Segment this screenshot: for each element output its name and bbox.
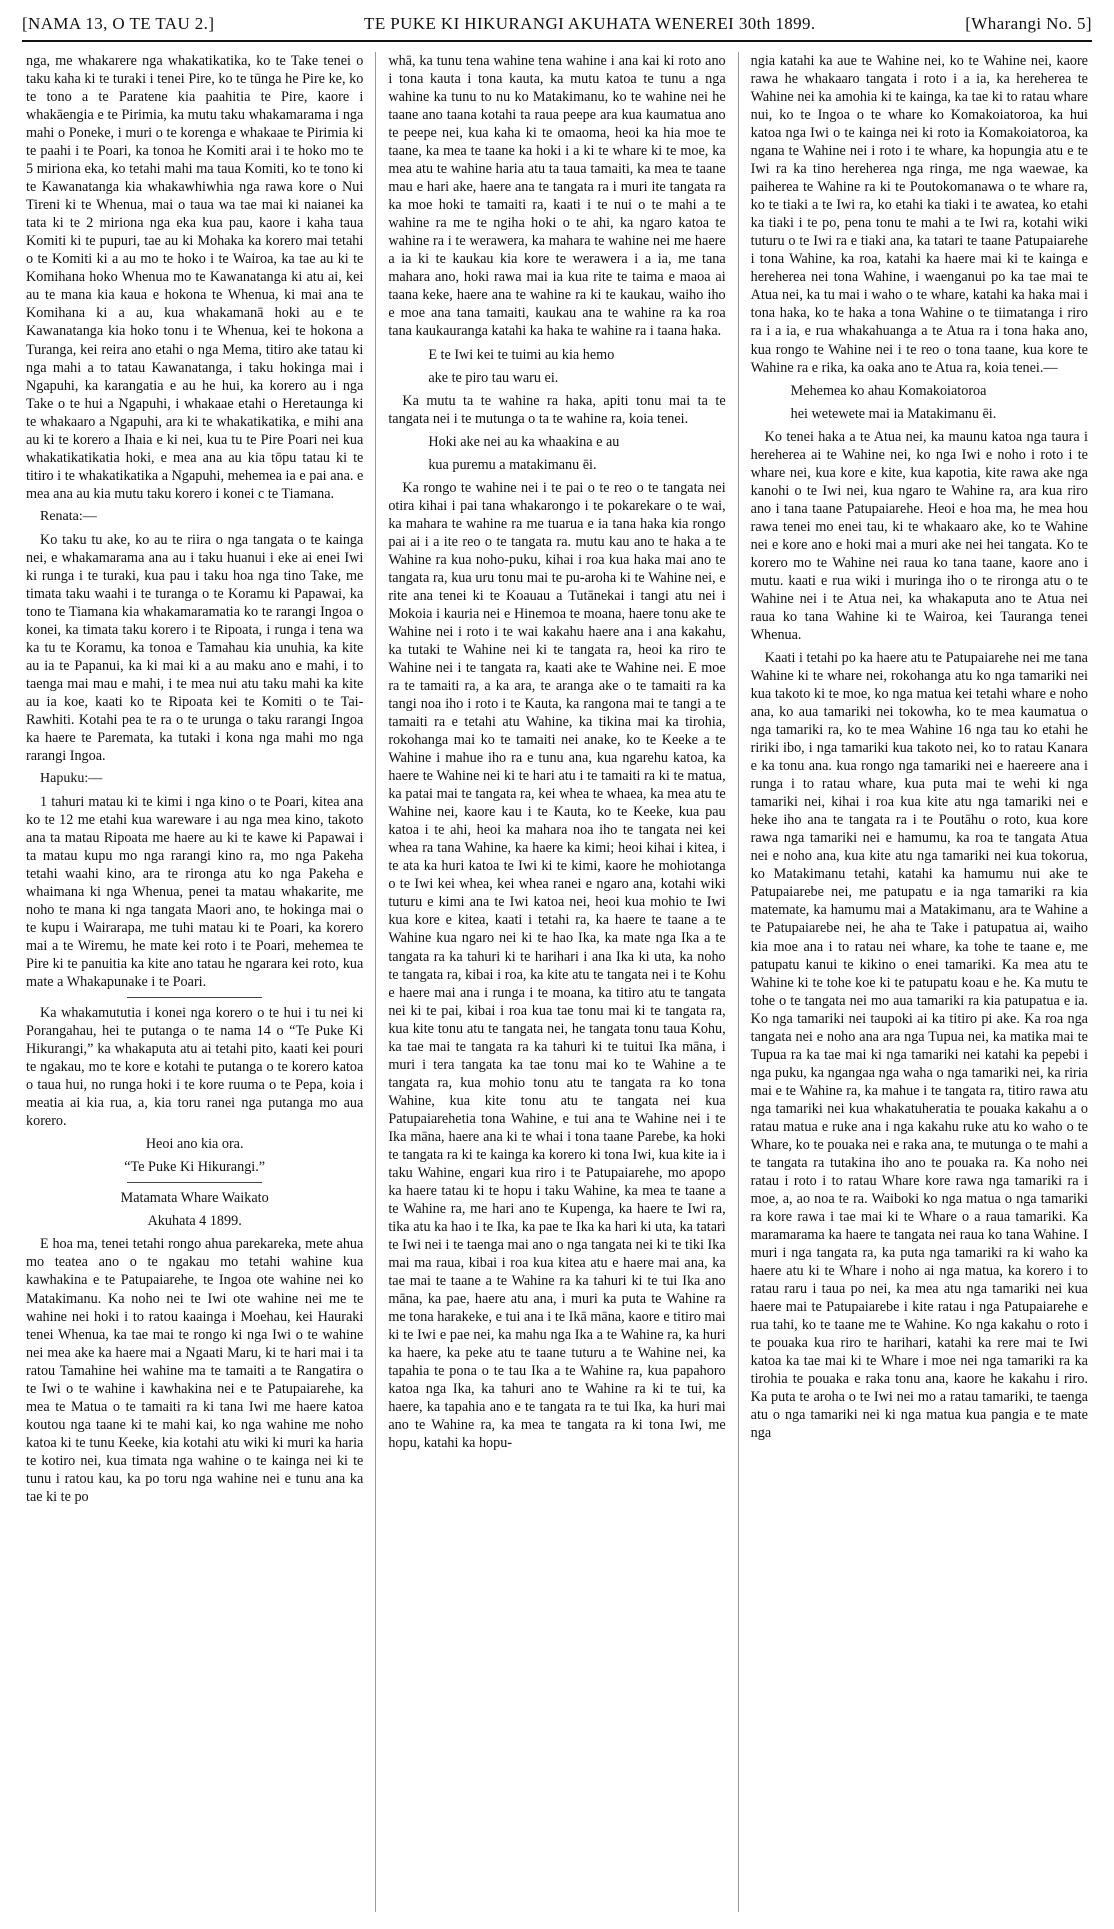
paragraph: Ko taku tu ake, ko au te riira o nga tangata o te kainga nei, e whakamarama ana au i taku huanui i eke ai enei Iwi ki runga i te turaki, kua pau i taku hoa nga tino Take, me timata taku waahi i te turanga o te Koramu ki Papawai, ka tono te Tiamana kia whakamaramatia ko te rarangi Ingoa o konei, ka timata taku korero i te Ripoata, i runga i tena wa ka tu te Koramu, ka tonoa e Tamahau kia unuhia, ka kite au ia te Papanui, ka ki mai ki a au maku ano e mahi, i to taenga mai mau e mahi, i te mea nui atu taku mahi ka kite au ia koe, kaati ko te Ripoata kei te Komiti o te Tai-Rawhiti. Kotahi pea te ra o te urunga o taku rarangi Ingoa ka haere te Paremata, ka tutaki i kona nga mahi mo nga rarangi Ingoa. xyxy=(26,531,364,764)
verse-line: E te Iwi kei te tuimi au kia hemo xyxy=(428,346,615,363)
paragraph: ngia katahi ka aue te Wahine nei, ko te Wahine nei, kaore rawa he whakaaro tangata i roto i a ia, ka hereherea te Wahine nei ka amohia ki te kainga, ka tae ki to ratau whare nui, ko te Ingoa o te whare ko Komakoiatoroa, ka hui katoa nga Iwi o te kainga nei ki roto ia Komakoiatoroa, ka ngana te Wahine nei i roto i te whare, ka hopungia atu e te Iwi ra ka tino hereherea nga ringa, me nga waewae, ka paiherea te Wahine ra ki te Poutokomanawa o te whare ra, ko te tiaki a te Iwi ra, ko etahi ka tiaki i te awatea, ko etahi ka tiaki i te po, pena tonu te mahi a te Iwi ra, kotahi wiki tuturu o te Iwi ra e tiaki ana, ka tatari te taane Patupaiarehe i tona Wahine, ka roa, katahi ka haere mai ki te kainga e hereherea nei tona Wahine, i waenganui po ka tae mai te Atua nei, ka tu mai i waho o te whare, katahi ka haka mai i tona haka, ko te haka a tona Wahine o te tiimatanga i riro ra i a ia, e rua whakahuanga a te Atua ra i tona haka ano, kua rongo te Wahine nei i te reo o tona taane, kua kore te Wahine ra e rika, ka oaka ano te Atua ra, koia tenei.— xyxy=(750,53,1088,376)
paragraph: Ka rongo te wahine nei i te pai o te reo o te tangata nei otira kihai i pai tana whakarongo i te pokarekare o te wai, ka mahara te wahine ra me tuarua e ia tana haka kia rongo pai ai i a ite reo o te tangata ra. mutu kau ano te haka a te Wahine ra kua noho-puku, kihai i roa kua haka mai ano te tangata ra, kua uru tonu mai te pu-aroha ki te Wahine nei, e rite ana tenei ki te Koauau a Tutānekai i tangi atu nei i Mokoia i kauria nei e Hinemoa te moana, haere tonu ake te Wahine nei i roto i te wai kakahu haere ana i ana kakahu, ka tutaki te Wahine nei ki te tangata ra, heoi ka riro te Wahine nei i te tangata ra, kaati ake te Wahine nei. E moe ra te tamaiti ra, a ka ara, te aranga ake o te tamaiti ra ka tangi noa iho i roto i te Kauta, ka rangona mai te tangi a te tamaiti ra e tetahi atu Wahine, ka tikina mai ka tirohia, rokohanga mai ko te tamaiti nei anake, ko te Keeke a te Wahine i mahue iho ra e tunu ana, kua ngarehu katoa, ka haere te Wahine nei ki te hari atu i te tamaiti ra ki te matua, ka patai mai te tangata ra, kei whea te whaea, ka mea atu te Wahine nei, kaore kau i te Kauta, ko te Keeke, kua pau katoa i te ahi, heoi ka mahara noa iho te tangata nei kei whea ra tana Wahine, ka haere ka kimi; heoi kihai i kitea, i te ata ka huri katoa te Iwi ki te kimi, kaore he mohiotanga o te Iwi kei whea, kei whea ranei e ngaro ana, kotahi wiki tuturu e kimi ana te Iwi katoa nei, heoi kua mohio te Iwi kua kore e kitea, kaati i tetahi ra, ka haere te taane a te Wahine kua ngaro nei ki te hao Ika, ka mate nga Ika a te tangata ra ka tahuri ki te harihari i ana Ika ki uta, ka noho te tangata ra, kibai i roa, ka kite atu te tangata nei i te Kohu e haere mai ana i runga i te moana, ka titiro atu te tangata nei ki te pai, kibai i roa kua tae tonu mai ki te tangata ra, kua kite tonu atu te tangata nei, he tangata tonu taua Kohu, ka tae mai te tangata ra ka tahuri ki te tuitui Ika māna, i muri i tera tangata ka tae tonu mai ko te Wahine a te tangata ra, kua mohio tonu atu te tangata ra ko tona Wahine, kua kite tonu atu te tangata nei kua Patupaiarehetia tona Wahine, e tui ana te Wahine nei i te Ika māna, haere ana ki te whai i tona taane Parebe, ka hoki te tangata ra ki te kainga ka korero ki tona Iwi, kua kite ia i taku Wahine, engari kua riro i te Patupaiarehe, mo apopo ka haere tatau ki te hopu i taku Wahine, ka mea te taane a te Wahine ra, me hari ano te Kupenga, ka haere te Iwi ra, tika atu ka hao i te Ika, ka pae te Ika ka hari ki uta, ka tatari te Iwi nei i te taenga mai ano o nga tangata nei ki te tiki Ika mai ma raua, kibai i roa kua kitea atu e haere mai ana, ka tae mai te taane a te Wahine ra ka tahuri ki te tui Ika ano māna, ka pae, haere atu ana, i muri ka puta te Wahine ra me tona harakeke, e tui ana i te Ikā māna, kaore e titiro mai ki te Iwi e pae nei, ka mahu nga Ika a te Wahine ra, ka huri ka haere, ka peke atu te taane tuturu a te Wahine nei, ka tapahia te pona o te tau Ika a te Wahine ra, kua papahoro katoa nga Ika, ka tahuri ano te Wahine ra ki te tui, ka haere, ka tapahia ano e te tangata ra te tui Ika, ka huri mai ano te Wahine ra, ka mea te tangata ra ki tona Iwi, me hopu, katahi ka hopu- xyxy=(388,479,726,1452)
column-2 xyxy=(375,52,737,1912)
letter-date: Akuhata 4 1899. xyxy=(147,1213,242,1230)
newspaper-title: TE PUKE KI HIKURANGI AKUHATA WENEREI 30th 1899. xyxy=(364,14,816,33)
speaker-heading: Renata:— xyxy=(40,508,97,524)
verse-line: Mehemea ko ahau Komakoiatoroa xyxy=(790,382,987,399)
verse-line: ake te piro tau waru ei. xyxy=(428,369,559,386)
column-3 xyxy=(738,52,1092,1912)
paragraph: Kaati i tetahi po ka haere atu te Patupaiarehe nei me tana Wahine ki te whare nei, rokohanga atu ko nga tamariki nei kua takoto ki te moe, ko nga matua kei tetahi whare e noho ana, ko aua tamariki nei tokowha, ko te mea kaumatua o nga tamariki ra, ko te mea Wahine 16 nga tau ko etahi he ririki ibo, i nga tamariki kua takoto nei, ko to ratau Kanara e ka tonu ana. kua rongo nga tamariki nei e haereere ana i runga i to ratau whare, kua puta mai te wehi ki nga tamariki nei, kihai i roa kua kite atu nga tamariki nei e heke iho ana te tangata ra i te Poutāhu o roto, kua kore rawa nga tamariki nei e hamumu, ka roa te tangata Atua nei e noho ana, kua kite atu nga tamariki nei kua tokorua, ko Matakimanu tetahi, katahi ka hamumu nui ake te Patupaiarebe nei, me patupatu e ia nga tamariki ra kia matemate, ka hamumu mai a Matakimanu, ara te Wahine a te Patupaiarebe nei, he aha te Take i patupatua ai, waiho kia moe ana i to ratau nei whare, ka tohe te taane e, me patupatu kanui te kikino o enei tamariki. Ka mea atu te Wahine ki te tohe koe ki te patupatu koau e he. Ka mutu te tohe o te tangata nei mo aua tamariki ra kia patupatua e ia. Ko nga tamariki nei taupoki ai ka titiro pi ake. Ka roa nga tangata nei e noho ana ara nga Tupua nei, ka matika mai te Tupua ra ka tae mai ki nga tamariki nei katahi ka pepebi i nga puku, ka ngangaa nga waha o nga tamariki nei, ka riria mai e te Wahine ra, ka mahue i te tangata ra, titiro rawa atu nga tamariki nei kua whakatuheratia te pouaka kakahu a o ratau matua e ruke ana i nga kakahu ruke atu ko waho o te Whare, ko te pouaka nei e raka ana, te mutunga o te mahi a te tangata ra tutakina iho ano te pouaka ra. Ka noho nei ratau i roto i to ratau Whare kore rawa nga tamariki ra i moe, a, ao noa te ra. Waiboki ko nga matua o nga tamariki ra kore rawa i tae mai ki te Whare o a raua tamariki. Ka maramarama ka haere te tangata nei raua ko tana Wahine. I muri i nga tangata ra, ka puta nga tamariki ra ki waho ka haere atu ki te Whare i noho ai nga matua, ka korero i to ratau raru i taua po nei, ka mea atu nga tamariki nei kua haere mai te Patupaiarebe i kite ratau i nga Patupaiarehe e rua tahi, ko te taane me te Wahine. Ko nga kakahu o roto i te pouaka kua riro te harihari, katahi ka rere mai te Iwi katoa ka tae mai ki te Whare i moe nei nga tamariki ra ka tirohia te pouaka e raka tonu ana, kaore he kakahu i riro. Ka puta te aroha o te Iwi nei mo a ratau tamariki, te taenga atu o nga tamariki nei ki nga matua kua pangia e te mate nga xyxy=(750,650,1088,1442)
speaker-heading: Hapuku:— xyxy=(40,770,103,786)
divider xyxy=(127,997,262,998)
page-number: [Wharangi No. 5] xyxy=(965,14,1092,33)
paragraph: Ka whakamututia i konei nga korero o te hui i tu nei ki Porangahau, hei te putanga o te nama 14 o “Te Puke Ki Hikurangi,” ka whakaputa atu ai tetahi pito, kaati kei pouri te ngakau, mo te kore e kotahi te putanga o te korero katoa o taua hui, no runga hoki i te kore ruuma o te Pepa, koia i meatia ai kia rua, a, kia toru ranei nga putanga mo aua korero. xyxy=(26,1005,364,1130)
letter-heading: Matamata Whare Waikato xyxy=(120,1190,269,1207)
signature: “Te Puke Ki Hikurangi.” xyxy=(124,1159,266,1176)
paragraph: E hoa ma, tenei tetahi rongo ahua parekareka, mete ahua mo teatea ano o te ngakau mo tetahi wahine kua kawhakina e te Patupaiarehe, te Ingoa ote wahine nei ko Matakimanu. Ka noho nei te Iwi ote wahine nei me te wahine nei hoki i to ratou kaainga i Moehau, kei Hauraki tenei Whenua, ka tae mai te rongo ki nga Iwi o te wahine nei mea ake ka haere mai a Ngaati Maru, ki te hari mai i ta ratou Tamahine hei wahine ma te tamaiti a te Rangatira o te Iwi o te wahine i kawhakina nei e te Patupaiarehe, ka mea te Matua o te tamaiti ra ki tana Iwi me haere katoa koutou nga taane ki te mahi kai, ko nga wahine me noho katoa ki te tunu Keeke, kia kotahi atu wiki ki muri ka haria te kotiro nei, kua timata nga wahine o te kainga nei ki te tunu i ratou kau, ka po toru nga wahine nei e tunu ana ka tae ki te po xyxy=(26,1236,364,1505)
verse-line: Hoki ake nei au ka whaakina e au xyxy=(428,433,620,450)
verse-line: hei wetewete mai ia Matakimanu ēi. xyxy=(790,405,997,422)
paragraph: nga, me whakarere nga whakatikatika, ko te Take tenei o taku kaha ki te turaki i tenei Pire, ko te tūnga he Pire ke, ko te tono a te Paratene kia paahitia te Pire, kaore i whakāengia e te Pirimia, ka mutu taku whakamarama i nga mahi o Poneke, i muri o te korenga e whakaae te Pirimia ki te paahi i te Poari, ka tonoa he Komiti arai i te hoko mo te 5 miriona eka, ko tetahi mahi ma taua Komiti, ko te tono ki te Kawanatanga kia whakawhiwhia nga rawa kore o Nui Tireni ki te Whenua, mai o taua wa tae mai ki naianei ka tata ki te 2 miriona nga eka kua pau, kaore i kaha taua Komiti ki te pupuri, tae au ki Mohaka ka korero mai tetahi o te Komiti ki a au mo te hoko i te Wairoa, ka tae au ki te Komihana hoko Whenua mo te Kawanatanga ki atu ai, kei au te mana kia kaua e hokona te Whenua, ki mai ana te Komihana ki a au, kua whakamanā hoki au e te Kawanatanga kia hoko tonu i te Whenua, kei te hokona a Turanga, kei reira ano etahi o nga Mema, titiro ake tatau ki nga mahi a to tatau Kawanatanga, i taku hokinga mai i Ngapuhi, ka karangatia e au he hui, ka korero au i nga Take o te hui a Ngapuhi, i whakaae etahi o Heretaunga ki te whakaaro a Ngapuhi, ara ki te whakatikatika, e mihi ana au ki te korero a Ihaia e ki nei, kua tu te Pire Poari nei kua whakatikatikatia hoki, e mea ana au kia tōpu tatau ki te titiro i te whakatikatika a Ngapuhi, mehemea ia e pai ana. e mea ana au kia mutu taku korero i konei c te Tiamana. xyxy=(26,53,364,502)
column-1 xyxy=(22,52,375,1912)
paragraph: Ko tenei haka a te Atua nei, ka maunu katoa nga taura i hereherea ai te Wahine nei, ko nga Iwi e noho i roto i te whare nei, kua kore e kite, kua kapotia, kite rawa ake nga kanohi o te Iwi nei, kua ngaro te Wahine ra, ara kua riro ano i tana taane Patupaiarehe. Heoi e hoa ma, he mea hou rawa tenei mo enei tau, ki te whakaaro ake, ko te Wahine nei e kore ano e hoki mai a muri ake nei hei tangata. Ko te korero mo te Wahine nei raua ko tana taane, kaore ano i mutu. kaati e rua wiki i muringa iho o te rironga atu o te Wahine nei i te Atua nei, ka whakaputa ano te Atua nei raua ko tana Wahine ki te Wairoa, kei Tauranga tenei Whenua. xyxy=(750,428,1088,643)
paragraph: 1 tahuri matau ki te kimi i nga kino o te Poari, kitea ana ko te 12 me etahi kua wareware i au nga mea kino, takoto ana ta matau Ripoata me haere au ki te kawe ki Papawai i ta matau kupu mo nga rarangi kino ra, mo nga Pakeha tetahi waahi kino, ara te rironga atu ko nga Pakeha e whaimana ki nga Whenua, penei ta matau whakarite, me noho te mana ki nga tangata Maori ano, te hokinga mai o te kupu i Wairarapa, me tuhi matau ki te Poari, ka korero mai a te Wiremu, he mate kei roto i te Poari, mehemea te Pire ki te panuitia ka kite ano tatau he ngarara kei roto, kua mate a Whakapunake i te Poari. xyxy=(26,793,364,991)
issue-number: [NAMA 13, O TE TAU 2.] xyxy=(22,14,215,33)
paragraph: whā, ka tunu tena wahine tena wahine i ana kai ki roto ano i tona kauta i tona kauta, ka mutu katoa te tunu a nga wahine ka tunu to nu ko Matakimanu, ko te wahine nei he taane ano taana kotahi ta raua peepe ara kua kaumatua ano te peepe nei, kua kaha ki te omaoma, heoi ka hia moe te taane, ka mea te taane ka hoki i a ki te whare ki te moe, ka mea atu te wahine haria atu ta taua tamaiti, ka mea te taane mau e hari ake, haere ana te tangata ra i muri ite tangata ra ka moe hoki te tamaiti ra, kaati i te nui o te mahi a te wahine ra me te ngiha hoki o te ahi, ka ngaro katoa te wahine ra i te werawera, ka mahara te wahine nei me haere a ia ki te kaukau kia kore te werawera i a ia, me tana mahara ano, hoki rawa mai ia kua rite te taima e maoa ai taana keke, haere ana te wahine ra ki te kaukau, waiho iho e moe ana tana tamaiti, kaukau ana te wahine ra ka roa tana kaukauranga katahi ka haka te wahine ra i taana haka. xyxy=(388,53,726,340)
paragraph: Ka mutu ta te wahine ra haka, apiti tonu mai ta te tangata nei i te mutunga o ta te wahine ra, koia tenei. xyxy=(388,392,726,427)
signoff: Heoi ano kia ora. xyxy=(145,1136,244,1153)
masthead xyxy=(22,14,1092,42)
verse-line: kua puremu a matakimanu ēi. xyxy=(428,456,597,473)
divider xyxy=(127,1182,262,1183)
article-columns xyxy=(22,52,1092,1912)
